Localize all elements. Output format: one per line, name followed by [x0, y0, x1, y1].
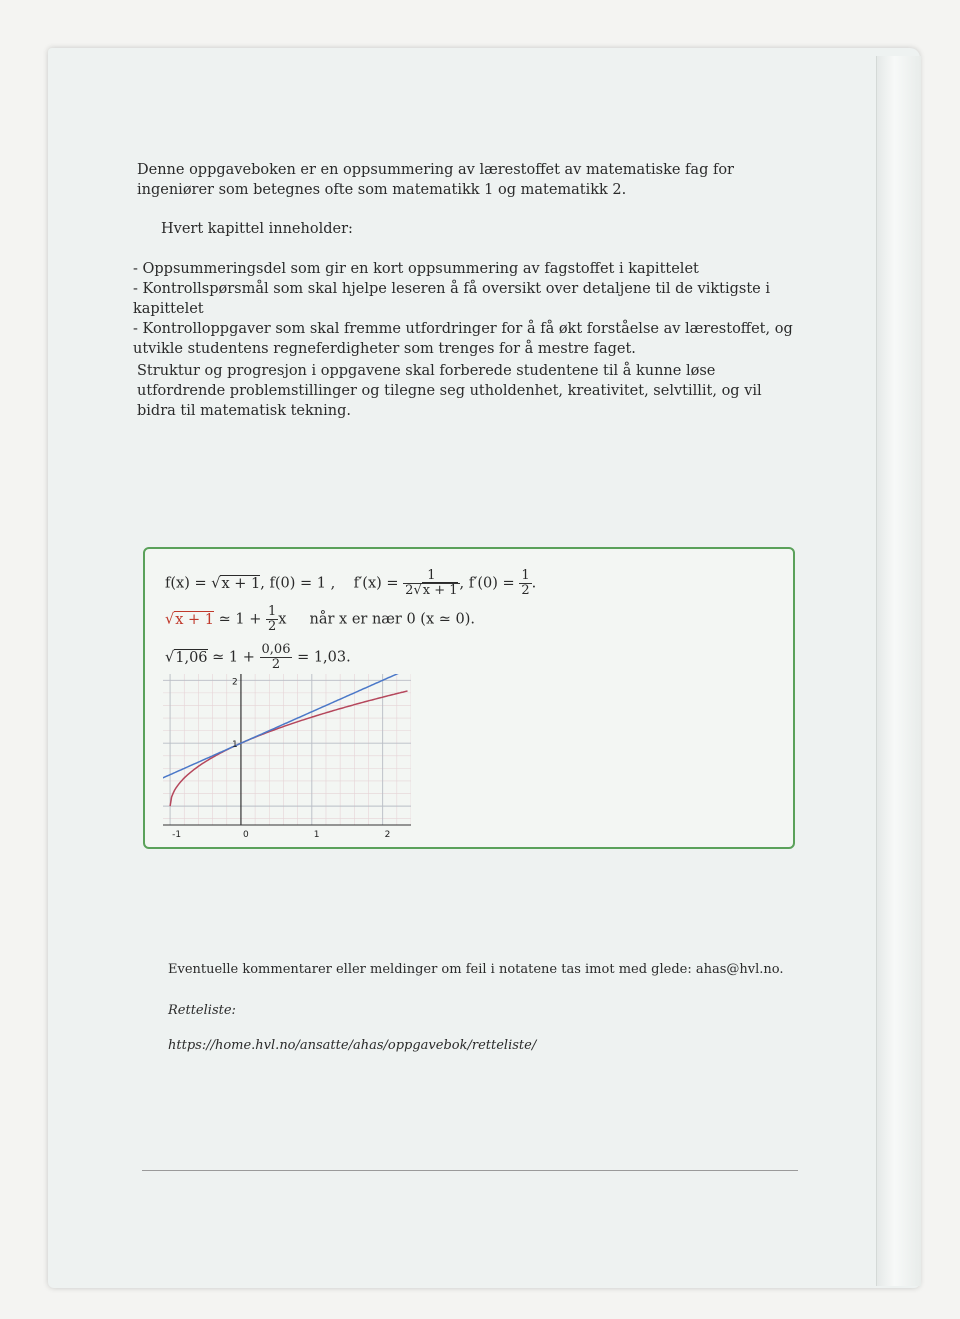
x-tick-label: 1	[313, 830, 320, 839]
list-item: - Kontrolloppgaver som skal fremme utfordringer for å få økt forståelse av lærestoffet, og utvikle studentens regneferdigheter som trenges for å mestre faget.	[133, 321, 793, 357]
formula-text: = 1,03.	[292, 649, 351, 666]
function-graph	[163, 674, 411, 839]
fraction-numerator: 1	[521, 568, 530, 583]
formula-fraction	[260, 643, 293, 672]
bottom-divider	[142, 1170, 798, 1171]
fraction-denominator: 2	[271, 657, 281, 672]
formula-line-1: f(x) = √x + 1, f(0) = 1 , f′(x) = $\frac{1}{2√x + 1}$ , f′(0) = $\frac{1}{2}$ .	[165, 568, 537, 598]
x-tick-label: 0	[242, 830, 249, 839]
fraction-denominator: 2√x + 1	[405, 583, 458, 598]
x-tick-label: -1	[172, 830, 182, 839]
y-tick-label: 2	[231, 677, 238, 688]
formula-sqrt: 1,06	[175, 649, 208, 666]
series-line	[170, 691, 407, 806]
x-tick-label: 2	[384, 830, 391, 839]
list-item: - Kontrollspørsmål som skal hjelpe leseren å få oversikt over detaljene til de viktigste i kapittelet	[133, 281, 770, 317]
structure-paragraph: Struktur og progresjon i oppgavene skal forberede studentene til å kunne løse utfordrende problemstillinger og tilegne seg utholdenhet, kreativitet, selvtillit, og vil bidra til matematisk tekning.	[137, 363, 762, 419]
intro-paragraph: Denne oppgaveboken er en oppsummering av lærestoffet av matematiske fag for ingeniører som betegnes ofte som matematikk 1 og matematikk 2.	[137, 162, 734, 198]
formula-text: x	[278, 611, 287, 628]
formula-text: , f′(0) =	[459, 575, 520, 592]
book-page-edge	[876, 56, 921, 1286]
formula-sqrt: x + 1	[221, 575, 261, 592]
fraction-numerator: 0,06	[261, 642, 291, 657]
errata-label: Retteliste:	[168, 1003, 236, 1018]
fraction-numerator: 1	[403, 569, 459, 584]
formula-text: ≃ 1 +	[214, 611, 266, 628]
y-tick-label: 1	[231, 740, 238, 751]
fraction-denominator: 2	[521, 583, 530, 598]
formula-box	[143, 547, 795, 849]
fraction-numerator: 1	[268, 604, 277, 619]
formula-text: .	[531, 575, 537, 592]
formula-red-term: √x + 1	[165, 611, 215, 628]
formula-sqrt: x + 1	[175, 611, 215, 628]
chapter-contents-list	[133, 259, 803, 359]
formula-text: ≃ 1 +	[207, 649, 260, 666]
formula-fraction	[266, 605, 278, 634]
fraction-denominator: 2	[268, 619, 277, 634]
formula-text: 2	[405, 583, 414, 598]
formula-fraction	[519, 569, 531, 598]
chapter-contents-heading: Hvert kapittel inneholder:	[161, 221, 353, 237]
formula-line-3: √1,06 ≃ 1 + $\frac{0,06}{2}$ = 1,03.	[165, 642, 351, 672]
formula-text: f′(x) =	[353, 575, 404, 592]
formula-text: f(x) =	[165, 575, 212, 592]
series-line	[163, 674, 408, 779]
formula-text: når x er nær 0 (x ≃ 0).	[309, 611, 475, 628]
errata-url: https://home.hvl.no/ansatte/ahas/oppgavebok/retteliste/	[168, 1038, 537, 1053]
formula-sqrt: x + 1	[422, 583, 458, 598]
formula-line-2	[165, 605, 475, 634]
comments-note: Eventuelle kommentarer eller meldinger om feil i notatene tas imot med glede: ahas@hvl.no.	[168, 962, 784, 977]
list-item: - Oppsummeringsdel som gir en kort oppsummering av fagstoffet i kapittelet	[133, 261, 699, 277]
formula-text: , f(0) = 1 ,	[260, 575, 336, 592]
formula-fraction	[403, 569, 459, 598]
